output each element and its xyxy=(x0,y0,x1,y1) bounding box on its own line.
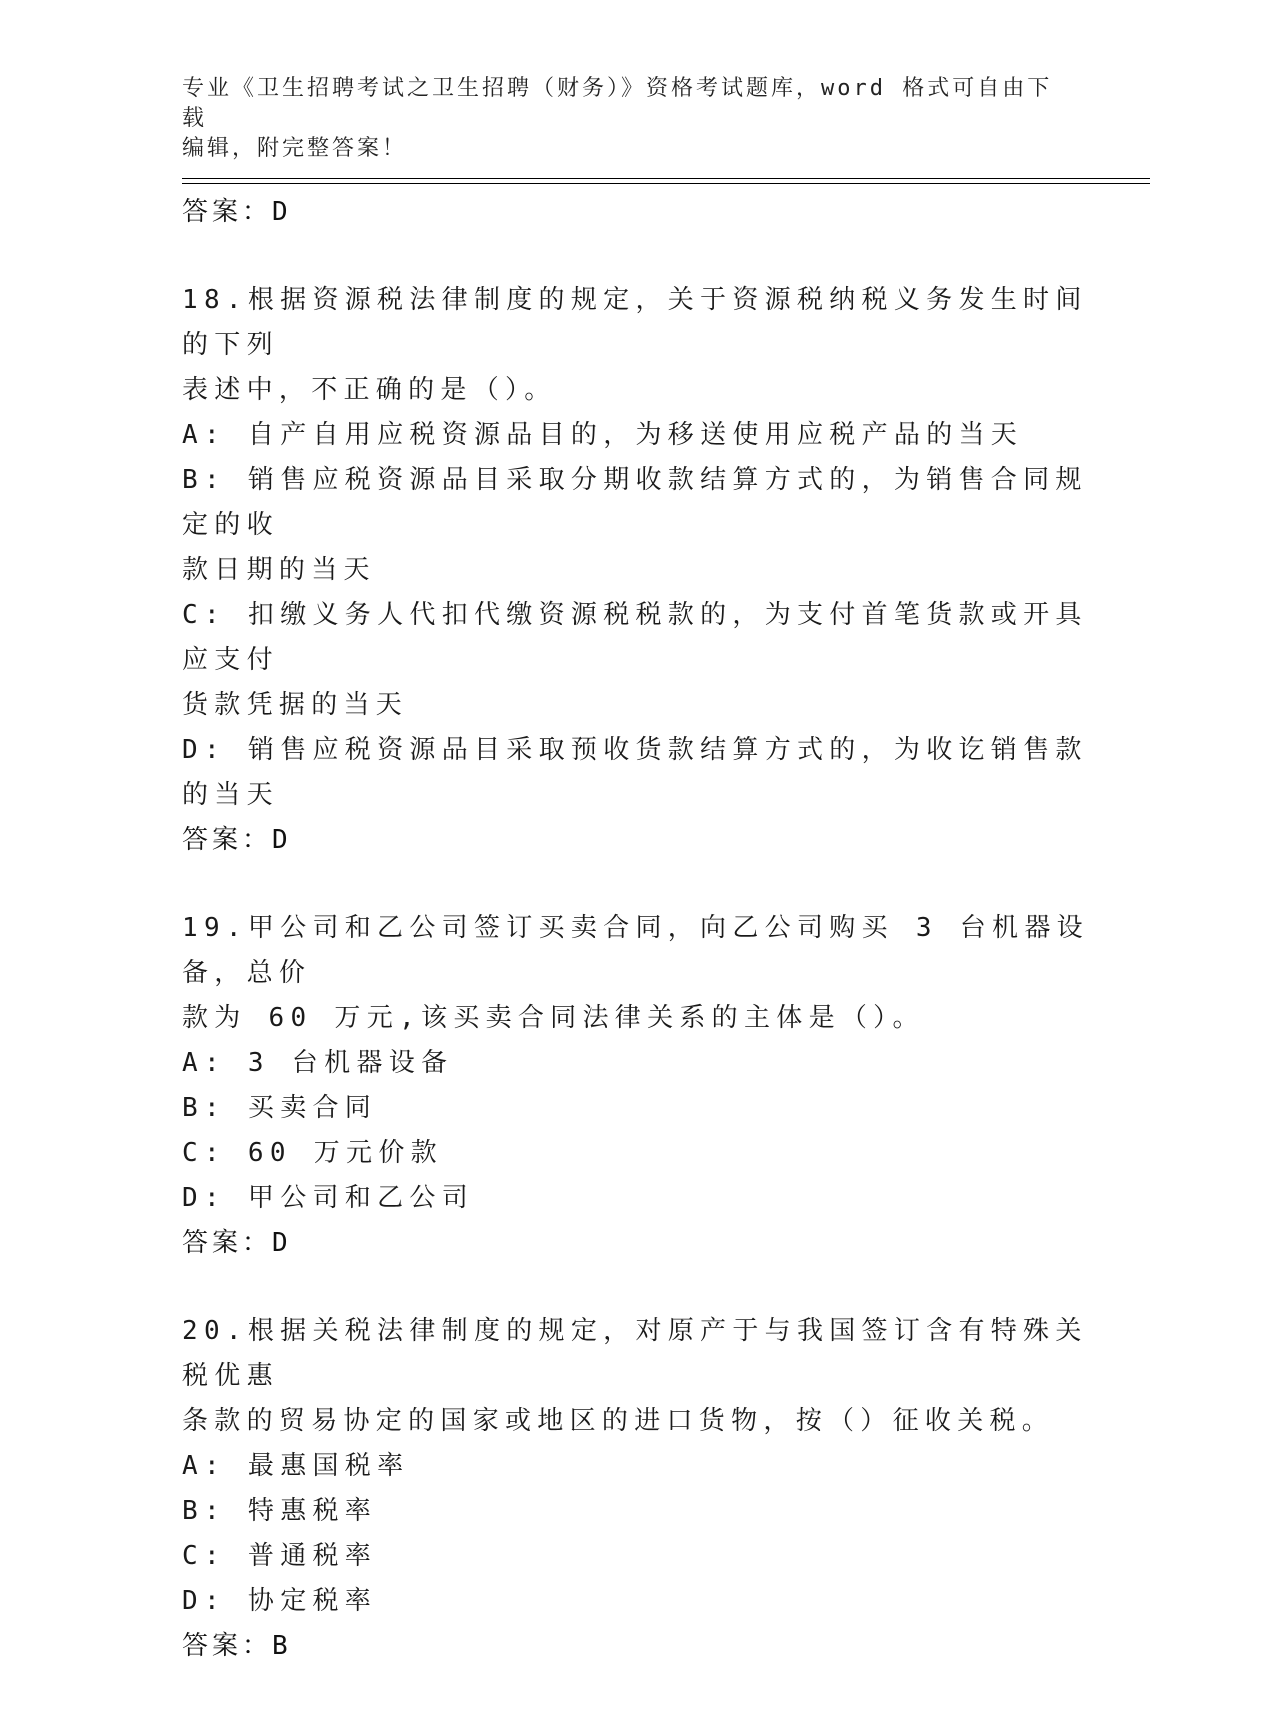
option-d xyxy=(182,1579,1102,1624)
option-a xyxy=(182,1041,1102,1086)
question-text-line: 20.根据关税法律制度的规定，对原产于与我国签订含有特殊关税优惠 xyxy=(182,1316,1088,1391)
option-label: D: xyxy=(182,1183,226,1213)
option-d xyxy=(182,728,1102,818)
question-18 xyxy=(182,278,1102,862)
header-divider-top xyxy=(182,178,1150,179)
answer: 答案：B xyxy=(182,1631,292,1661)
option-label: C: xyxy=(182,1138,226,1168)
option-text: 自产自用应税资源品目的，为移送使用应税产品的当天 xyxy=(247,420,1024,450)
question-text xyxy=(182,906,1102,1041)
option-text: 买卖合同 xyxy=(247,1093,378,1123)
option-label: B: xyxy=(182,1093,226,1123)
option-label: C: xyxy=(182,1541,226,1571)
answer: 答案：D xyxy=(182,1228,292,1258)
option-text: 销售应税资源品目采取分期收款结算方式的，为销售合同规定的收 xyxy=(182,465,1088,540)
option-text: 协定税率 xyxy=(247,1586,378,1616)
question-text-line: 条款的贸易协定的国家或地区的进口货物，按（）征收关税。 xyxy=(182,1406,1055,1436)
question-content xyxy=(182,190,1102,1712)
option-c xyxy=(182,593,1102,728)
option-text-continued: 款日期的当天 xyxy=(182,555,376,585)
header-line-2: 编辑，附完整答案！ xyxy=(182,136,408,161)
header-line-1: 专业《卫生招聘考试之卫生招聘（财务）》资格考试题库，word 格式可自由下载 xyxy=(182,76,1053,131)
option-a xyxy=(182,413,1102,458)
option-label: A: xyxy=(182,1451,226,1481)
question-text-line: 19.甲公司和乙公司签订买卖合同，向乙公司购买 3 台机器设备，总价 xyxy=(182,913,1089,988)
option-text: 3 台机器设备 xyxy=(247,1048,454,1078)
question-19 xyxy=(182,906,1102,1265)
question-20 xyxy=(182,1309,1102,1668)
option-text: 销售应税资源品目采取预收货款结算方式的，为收讫销售款的当天 xyxy=(182,735,1088,810)
option-label: B: xyxy=(182,1496,226,1526)
question-text-line: 表述中，不正确的是（）。 xyxy=(182,375,557,405)
option-c xyxy=(182,1131,1102,1176)
option-label: D: xyxy=(182,1586,226,1616)
option-text: 扣缴义务人代扣代缴资源税税款的，为支付首笔货款或开具应支付 xyxy=(182,600,1088,675)
option-a xyxy=(182,1444,1102,1489)
option-text: 60 万元价款 xyxy=(247,1138,443,1168)
option-label: C: xyxy=(182,600,226,630)
question-text xyxy=(182,1309,1102,1444)
option-c xyxy=(182,1534,1102,1579)
header-divider-bottom xyxy=(182,183,1150,184)
question-text-line: 款为 60 万元,该买卖合同法律关系的主体是（）。 xyxy=(182,1003,925,1033)
option-label: A: xyxy=(182,1048,226,1078)
option-text: 普通税率 xyxy=(247,1541,378,1571)
document-header xyxy=(182,74,1062,164)
option-d xyxy=(182,1176,1102,1221)
answer: 答案：D xyxy=(182,825,292,855)
option-b xyxy=(182,458,1102,593)
option-text-continued: 货款凭据的当天 xyxy=(182,690,409,720)
option-label: D: xyxy=(182,735,226,765)
option-b xyxy=(182,1086,1102,1131)
question-text xyxy=(182,278,1102,413)
option-label: B: xyxy=(182,465,226,495)
question-text-line: 18.根据资源税法律制度的规定，关于资源税纳税义务发生时间的下列 xyxy=(182,285,1088,360)
option-label: A: xyxy=(182,420,226,450)
previous-answer: 答案：D xyxy=(182,197,292,227)
option-text: 最惠国税率 xyxy=(247,1451,410,1481)
option-b xyxy=(182,1489,1102,1534)
option-text: 甲公司和乙公司 xyxy=(247,1183,474,1213)
option-text: 特惠税率 xyxy=(247,1496,378,1526)
